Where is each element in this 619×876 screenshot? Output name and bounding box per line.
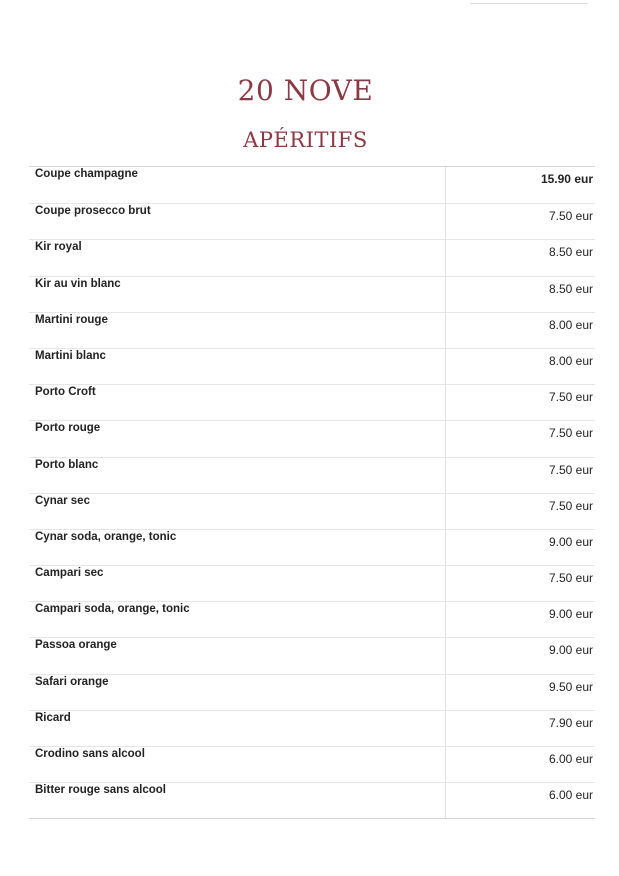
item-name: Kir royal <box>35 241 82 254</box>
menu-row <box>29 565 595 601</box>
item-price: 7.50 eur <box>548 498 593 513</box>
column-divider <box>445 530 446 565</box>
column-divider <box>445 747 446 782</box>
column-divider <box>445 711 446 746</box>
menu-row <box>29 457 595 493</box>
item-name: Porto Croft <box>35 386 96 399</box>
menu-row <box>29 493 595 529</box>
item-name: Martini blanc <box>35 349 106 362</box>
menu-row <box>29 782 595 818</box>
item-name: Passoa orange <box>35 639 117 652</box>
item-name: Ricard <box>35 711 71 724</box>
item-name: Porto blanc <box>35 458 99 471</box>
item-price: 8.50 eur <box>548 245 593 260</box>
restaurant-title: 20 NOVE <box>237 74 374 107</box>
menu-row <box>29 601 595 637</box>
item-price: 8.00 eur <box>548 317 593 332</box>
item-price: 9.00 eur <box>548 607 593 622</box>
item-name: Porto rouge <box>35 422 101 435</box>
item-price: 7.50 eur <box>548 209 593 224</box>
item-price: 6.00 eur <box>548 752 593 766</box>
menu-row <box>29 637 595 673</box>
menu-row <box>29 746 595 782</box>
item-price: 9.50 eur <box>548 679 593 694</box>
item-name: Crodino sans alcool <box>35 748 145 760</box>
scan-edge-line <box>470 3 588 4</box>
item-name: Coupe prosecco brut <box>35 205 151 218</box>
item-price: 7.90 eur <box>548 715 593 730</box>
column-divider <box>445 240 446 275</box>
column-divider <box>445 313 446 348</box>
item-name: Safari orange <box>35 675 109 688</box>
column-divider <box>445 204 446 239</box>
item-price: 7.50 eur <box>548 462 593 477</box>
item-price: 7.50 eur <box>548 390 593 405</box>
menu-row <box>29 384 595 420</box>
column-divider <box>445 458 446 493</box>
item-price: 8.50 eur <box>548 281 593 296</box>
column-divider <box>445 277 446 312</box>
item-name: Campari soda, orange, tonic <box>35 603 190 616</box>
item-price: 6.00 eur <box>548 788 593 803</box>
column-divider <box>445 783 446 818</box>
column-divider <box>445 566 446 601</box>
menu-row <box>29 710 595 746</box>
section-title: APÉRITIFS <box>243 128 368 152</box>
item-name: Bitter rouge sans alcool <box>35 784 167 797</box>
column-divider <box>445 349 446 384</box>
item-price: 9.00 eur <box>548 534 593 549</box>
menu-row <box>29 674 595 710</box>
item-price: 9.00 eur <box>548 643 593 658</box>
column-divider <box>445 494 446 529</box>
column-divider <box>445 638 446 673</box>
menu-row <box>29 167 595 203</box>
menu-row <box>29 348 595 384</box>
column-divider <box>445 675 446 710</box>
menu-row <box>29 276 595 312</box>
item-price: 7.50 eur <box>548 571 593 586</box>
column-divider <box>445 167 446 203</box>
menu-row <box>29 529 595 565</box>
menu-row <box>29 420 595 456</box>
item-name: Coupe champagne <box>35 168 138 180</box>
item-name: Martini rouge <box>35 313 108 326</box>
item-name: Cynar soda, orange, tonic <box>35 530 177 543</box>
item-name: Cynar sec <box>35 494 90 507</box>
item-price: 7.50 eur <box>548 426 593 441</box>
item-name: Campari sec <box>35 567 104 580</box>
column-divider <box>445 602 446 637</box>
menu-row <box>29 239 595 275</box>
item-price: 8.00 eur <box>548 353 593 368</box>
menu-table <box>29 166 595 819</box>
item-price: 15.90 eur <box>540 172 593 186</box>
column-divider <box>445 385 446 420</box>
item-name: Kir au vin blanc <box>35 277 121 290</box>
menu-row <box>29 203 595 239</box>
column-divider <box>445 421 446 456</box>
menu-row <box>29 312 595 348</box>
